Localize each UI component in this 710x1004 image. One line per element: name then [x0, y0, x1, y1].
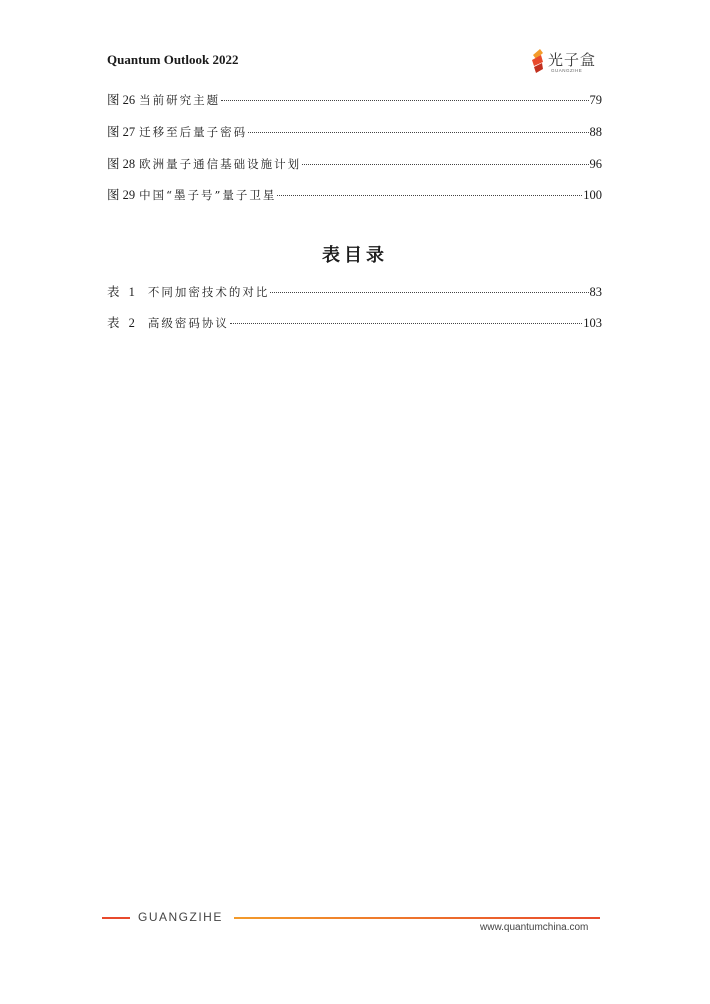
- toc-entry-figure[interactable]: [107, 187, 602, 203]
- toc-entry-title: 不同加密技术的对比: [147, 285, 270, 299]
- document-header-title: Quantum Outlook 2022: [107, 52, 239, 67]
- footer-brand: GUANGZIHE: [138, 910, 223, 924]
- logo-chinese-text: 光子盒: [548, 51, 597, 69]
- footer-accent-line-right: [234, 917, 600, 919]
- toc-entry-number: 图 28: [107, 157, 136, 171]
- company-logo: [531, 49, 606, 75]
- toc-entry-title: 迁移至后量子密码: [139, 125, 248, 139]
- logo-icon: [531, 49, 545, 73]
- toc-entry-figure[interactable]: [107, 156, 602, 172]
- toc-entry-title: 高级密码协议: [147, 316, 229, 330]
- toc-entry-page: 83: [589, 285, 602, 299]
- toc-entry-page: 96: [589, 157, 602, 171]
- logo-english-text: GUANGZIHE: [551, 68, 583, 73]
- toc-entry-number: 图 27: [107, 125, 136, 139]
- toc-entry-number: 图 29: [107, 188, 136, 202]
- toc-leader-dots: [221, 100, 588, 101]
- toc-leader-dots: [230, 323, 582, 324]
- footer-website-url[interactable]: www.quantumchina.com: [480, 922, 589, 933]
- tables-section-title: 表目录: [322, 245, 388, 266]
- toc-leader-dots: [248, 132, 588, 133]
- toc-entry-title: 欧洲量子通信基础设施计划: [139, 157, 302, 171]
- toc-entry-figure[interactable]: [107, 92, 602, 108]
- toc-leader-dots: [277, 195, 582, 196]
- toc-entry-title: 中国“墨子号”量子卫星: [139, 188, 277, 202]
- toc-entry-page: 79: [589, 93, 602, 107]
- toc-leader-dots: [270, 292, 588, 293]
- toc-entry-page: 103: [583, 316, 602, 330]
- toc-entry-number: 表 2: [107, 316, 138, 330]
- toc-entry-page: 100: [583, 188, 602, 202]
- toc-entry-number: 图 26: [107, 93, 136, 107]
- toc-entry-page: 88: [589, 125, 602, 139]
- toc-entry-table[interactable]: [107, 315, 602, 331]
- toc-entry-title: 当前研究主题: [139, 93, 221, 107]
- toc-entry-number: 表 1: [107, 285, 138, 299]
- footer-accent-line-left: [102, 917, 130, 919]
- toc-entry-figure[interactable]: [107, 124, 602, 140]
- toc-leader-dots: [302, 164, 588, 165]
- toc-entry-table[interactable]: [107, 284, 602, 300]
